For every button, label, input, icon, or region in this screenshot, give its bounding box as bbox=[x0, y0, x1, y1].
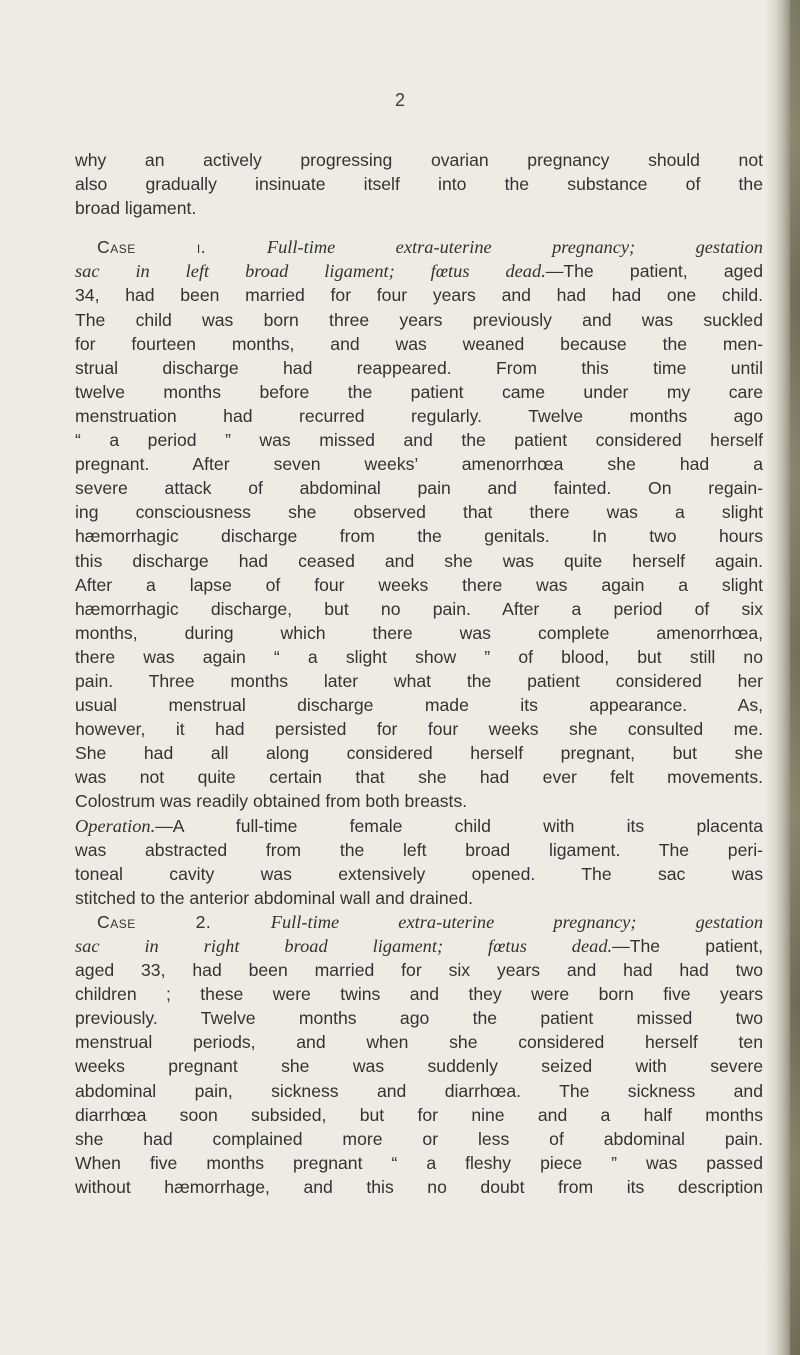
text-line: pregnant. After seven weeks’ amenorrhœa she had a bbox=[75, 454, 763, 475]
text-line: The child was born three years previously and was suckled bbox=[75, 309, 763, 330]
paragraph-gap bbox=[75, 220, 763, 235]
text-line: She had all along considered herself pregnant, but she bbox=[75, 743, 763, 764]
text-line: weeks pregnant she was suddenly seized with severe bbox=[75, 1056, 763, 1077]
case-2-title-cont: sac in right broad ligament; fœtus dead. bbox=[75, 936, 613, 956]
case-heading-line bbox=[75, 910, 763, 934]
text-line: twelve months before the patient came under my care bbox=[75, 381, 763, 402]
body-text bbox=[75, 148, 763, 1199]
case-heading-line bbox=[75, 934, 763, 958]
text-line: abdominal pain, sickness and diarrhœa. The sickness and bbox=[75, 1080, 763, 1101]
text-line: hæmorrhagic discharge, but no pain. After a period of six bbox=[75, 598, 763, 619]
text-line: 34, had been married for four years and had had one child. bbox=[75, 285, 763, 306]
operation-heading-line bbox=[75, 814, 763, 838]
text-line: she had complained more or less of abdominal pain. bbox=[75, 1128, 763, 1149]
text-line: menstruation had recurred regularly. Twelve months ago bbox=[75, 405, 763, 426]
text-line: this discharge had ceased and she was quite herself again. bbox=[75, 550, 763, 571]
text-fragment: —A full-time female child with its placenta bbox=[155, 815, 763, 836]
text-line: menstrual periods, and when she considered herself ten bbox=[75, 1032, 763, 1053]
case-2-title: Full-time extra-uterine pregnancy; gestation bbox=[270, 911, 763, 932]
text-line: previously. Twelve months ago the patient missed two bbox=[75, 1008, 763, 1029]
text-line: pain. Three months later what the patient considered her bbox=[75, 670, 763, 691]
text-line: however, it had persisted for four weeks she consulted me. bbox=[75, 719, 763, 740]
text-line: Colostrum was readily obtained from both breasts. bbox=[75, 791, 468, 812]
text-fragment: —The patient, bbox=[612, 936, 763, 956]
case-1-label: Case i. bbox=[97, 237, 207, 258]
text-line: usual menstrual discharge made its appearance. As, bbox=[75, 695, 763, 716]
book-spine-edge bbox=[790, 0, 800, 1355]
text-line: When five months pregnant “ a fleshy piece ” was passed bbox=[75, 1152, 763, 1173]
operation-label: Operation. bbox=[75, 815, 156, 836]
text-line: “ a period ” was missed and the patient considered herself bbox=[75, 430, 763, 451]
text-line: there was again “ a slight show ” of blood, but still no bbox=[75, 646, 763, 667]
case-heading-line bbox=[75, 235, 763, 259]
case-1-title: Full-time extra-uterine pregnancy; gestation bbox=[266, 237, 763, 258]
text-line: broad ligament. bbox=[75, 198, 197, 219]
text-line: hæmorrhagic discharge from the genitals. In two hours bbox=[75, 526, 763, 547]
text-line: severe attack of abdominal pain and fainted. On regain- bbox=[75, 478, 763, 499]
text-line: toneal cavity was extensively opened. The sac was bbox=[75, 863, 763, 884]
text-line: stitched to the anterior abdominal wall and drained. bbox=[75, 887, 474, 908]
page-number: 2 bbox=[394, 90, 405, 110]
text-line: diarrhœa soon subsided, but for nine and a half months bbox=[75, 1104, 763, 1125]
text-line: why an actively progressing ovarian pregnancy should not bbox=[75, 150, 763, 170]
text-line: children ; these were twins and they were born five years bbox=[75, 984, 763, 1005]
case-2-label: Case 2. bbox=[97, 911, 212, 932]
text-line: also gradually insinuate itself into the substance of the bbox=[75, 174, 763, 195]
text-line: months, during which there was complete amenorrhœa, bbox=[75, 622, 763, 643]
case-1-title-cont: sac in left broad ligament; fœtus dead. bbox=[75, 261, 546, 282]
case-heading-line bbox=[75, 259, 763, 283]
text-line: ing consciousness she observed that there was a slight bbox=[75, 502, 763, 523]
text-line: strual discharge had reappeared. From this time until bbox=[75, 357, 763, 378]
text-line: without hæmorrhage, and this no doubt from its description bbox=[75, 1176, 763, 1197]
text-fragment: —The patient, aged bbox=[545, 261, 763, 282]
text-line: for fourteen months, and was weaned because the men- bbox=[75, 333, 763, 354]
text-line: After a lapse of four weeks there was again a slight bbox=[75, 574, 763, 595]
text-line: aged 33, had been married for six years and had had two bbox=[75, 960, 763, 981]
text-line: was not quite certain that she had ever felt movements. bbox=[75, 767, 763, 788]
text-line: was abstracted from the left broad ligament. The peri- bbox=[75, 839, 763, 860]
